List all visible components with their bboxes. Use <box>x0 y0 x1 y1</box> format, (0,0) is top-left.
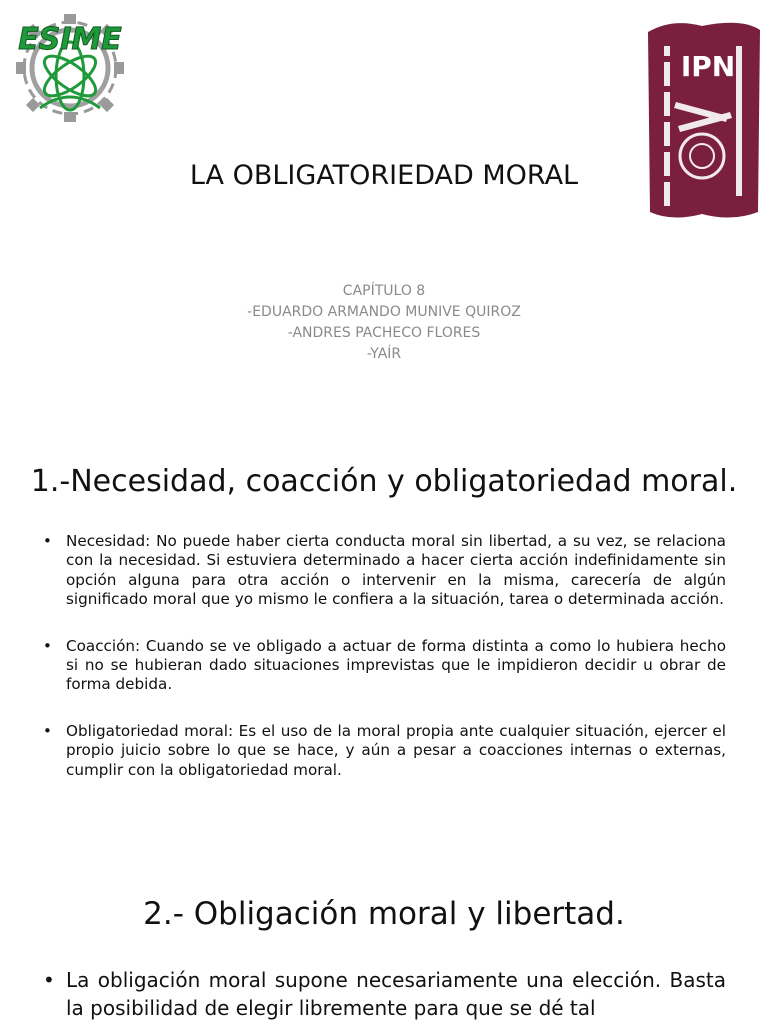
author-name: -ANDRES PACHECO FLORES <box>287 325 481 341</box>
chapter-label: CAPÍTULO 8 <box>342 283 426 299</box>
bullet-text: Necesidad: No puede haber cierta conducta moral sin libertad, a su vez, se relaciona con la necesidad. Si estuviera determinado a hacer cierta acción indefinidamente sin opción alguna para otra acción o intervenir en la misma, carecería de algún significado moral que yo mismo le confiera a la situación, tarea o determinada acción. <box>66 532 726 609</box>
list-item <box>40 966 726 1022</box>
ipn-logo <box>642 16 764 222</box>
bullet-list <box>40 966 726 1022</box>
esime-logo <box>0 0 140 124</box>
bullet-icon: • <box>43 532 52 550</box>
bullet-list <box>40 532 726 807</box>
content-slide-1 <box>0 432 768 864</box>
author-name: -EDUARDO ARMANDO MUNIVE QUIROZ <box>247 304 521 320</box>
bullet-icon: • <box>43 636 52 655</box>
content-slide-2 <box>0 866 768 1024</box>
list-item <box>40 637 726 695</box>
slide-title: 1.-Necesidad, coacción y obligatoriedad moral. <box>30 464 738 499</box>
bullet-text: La obligación moral supone necesariamente una elección. Basta la posibilidad de elegir libremente para que se dé tal <box>66 968 726 1020</box>
bullet-icon: • <box>43 721 52 740</box>
bullet-text: Obligatoriedad moral: Es el uso de la moral propia ante cualquier situación, ejercer el propio juicio sobre lo que se hace, y aún a pesar a coacciones internas o externas, cumplir con la obligatoriedad moral. <box>66 721 726 779</box>
slide-title: 2.- Obligación moral y libertad. <box>143 896 625 932</box>
authors-block <box>0 281 768 365</box>
bullet-icon: • <box>43 968 55 992</box>
author-name: -YAÍR <box>366 346 402 362</box>
title-slide <box>0 0 768 430</box>
list-item <box>40 532 726 610</box>
presentation-title: LA OBLIGATORIEDAD MORAL <box>189 160 579 191</box>
list-item <box>40 722 726 780</box>
bullet-text: Coacción: Cuando se ve obligado a actuar de forma distinta a como lo hubiera hecho si no se hubieran dado situaciones imprevistas que le impidieron decidir u obrar de forma debida. <box>66 636 726 694</box>
svg-text:IPN: IPN <box>680 50 736 83</box>
svg-text:ESIME: ESIME <box>18 22 122 57</box>
